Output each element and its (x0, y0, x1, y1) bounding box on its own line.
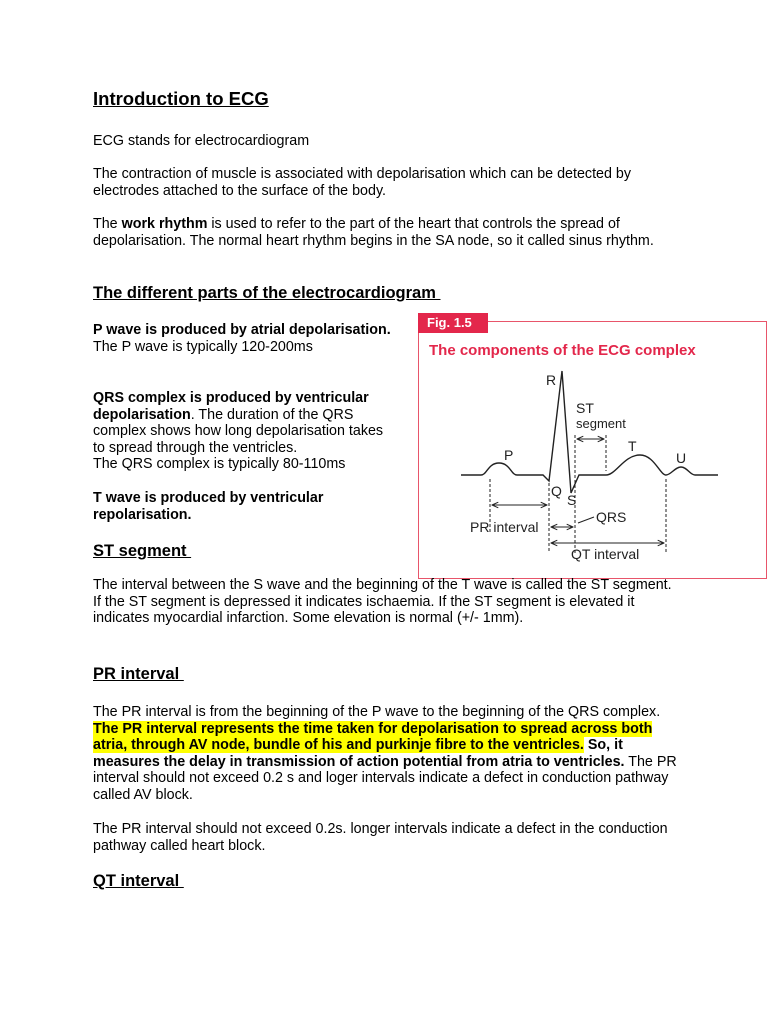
intro-paragraph-contraction: The contraction of muscle is associated with depolarisation which can be detected by electrodes attached to the surface of the body. (93, 166, 632, 199)
t-wave-bold: T wave is produced by ventricular repolarisation. (93, 490, 324, 523)
ecg-trace (461, 371, 718, 493)
qrs-duration: The QRS complex is typically 80-110ms (93, 456, 346, 473)
p-wave-duration: The P wave is typically 120-200ms (93, 338, 313, 355)
label-q: Q (551, 483, 562, 499)
st-segment-body: The interval between the S wave and the beginning of the T wave is called the ST segment. If the ST segment is depressed it indicates ischaemia. If the ST segment is elevated it indicates myocardial infarction. Some elevation is normal (+/- 1mm). (93, 577, 672, 627)
heading-st-segment: ST segment (93, 542, 192, 560)
pr-highlight: The PR interval represents the time taken for depolarisation to spread across both atria, through AV node, bundle of his and purkinje fibre to the ventricles. (93, 720, 653, 754)
p-wave-description (93, 322, 398, 355)
rhythm-term: work rhythm (121, 216, 208, 232)
intro-paragraph-rhythm (93, 216, 683, 249)
label-u: U (676, 450, 687, 466)
page-title: Introduction to ECG (93, 88, 269, 109)
figure-title: The components of the ECG complex (429, 342, 696, 359)
label-st-2: segment (576, 416, 626, 431)
label-s: S (567, 492, 577, 508)
label-p: P (504, 447, 514, 463)
pr-interval-heart-block: The PR interval should not exceed 0.2s. longer intervals indicate a defect in the conduction pathway called heart block. (93, 821, 668, 854)
leader-qrs (578, 517, 594, 523)
rhythm-text-post: is used to refer to the part of the heart that controls the spread of depolarisation. The normal heart rhythm begins in the SA node, so it called sinus rhythm. (93, 216, 654, 249)
label-st-1: ST (576, 400, 594, 416)
qrs-text: . The duration of the QRS complex shows how long depolarisation takes to spread through the ventricles. (93, 406, 384, 456)
heading-qt-interval: QT interval (93, 872, 184, 890)
rhythm-text-pre: The (93, 216, 122, 232)
heading-ecg-parts: The different parts of the electrocardiogram (93, 284, 441, 302)
label-qrs: QRS (596, 509, 627, 525)
pr-text-pre: The PR interval is from the beginning of the P wave to the beginning of the QRS complex. (93, 704, 661, 720)
qrs-bold: QRS complex is produced by ventricular depolarisation (93, 390, 369, 423)
label-qt-interval: QT interval (571, 546, 640, 562)
figure-tag: Fig. 1.5 (418, 313, 488, 333)
pr-interval-paragraph (93, 704, 678, 804)
pr-text-bold: So, it measures the delay in transmission of action potential from atria to ventricles. (93, 737, 625, 770)
label-r: R (546, 372, 557, 388)
heading-pr-interval: PR interval (93, 665, 184, 683)
label-pr-interval: PR interval (470, 519, 539, 535)
pr-text-post: The PR interval should not exceed 0.2 s and loger intervals indicate a defect in conduction pathway called AV block. (93, 753, 677, 803)
label-t: T (628, 438, 637, 454)
st-segment-text (93, 577, 678, 627)
t-wave-description (93, 490, 398, 523)
intro-line: ECG stands for electrocardiogram (93, 133, 310, 149)
ecg-diagram (418, 321, 767, 579)
p-wave-bold: P wave is produced by atrial depolarisation. (93, 322, 391, 338)
qrs-description (93, 390, 398, 473)
